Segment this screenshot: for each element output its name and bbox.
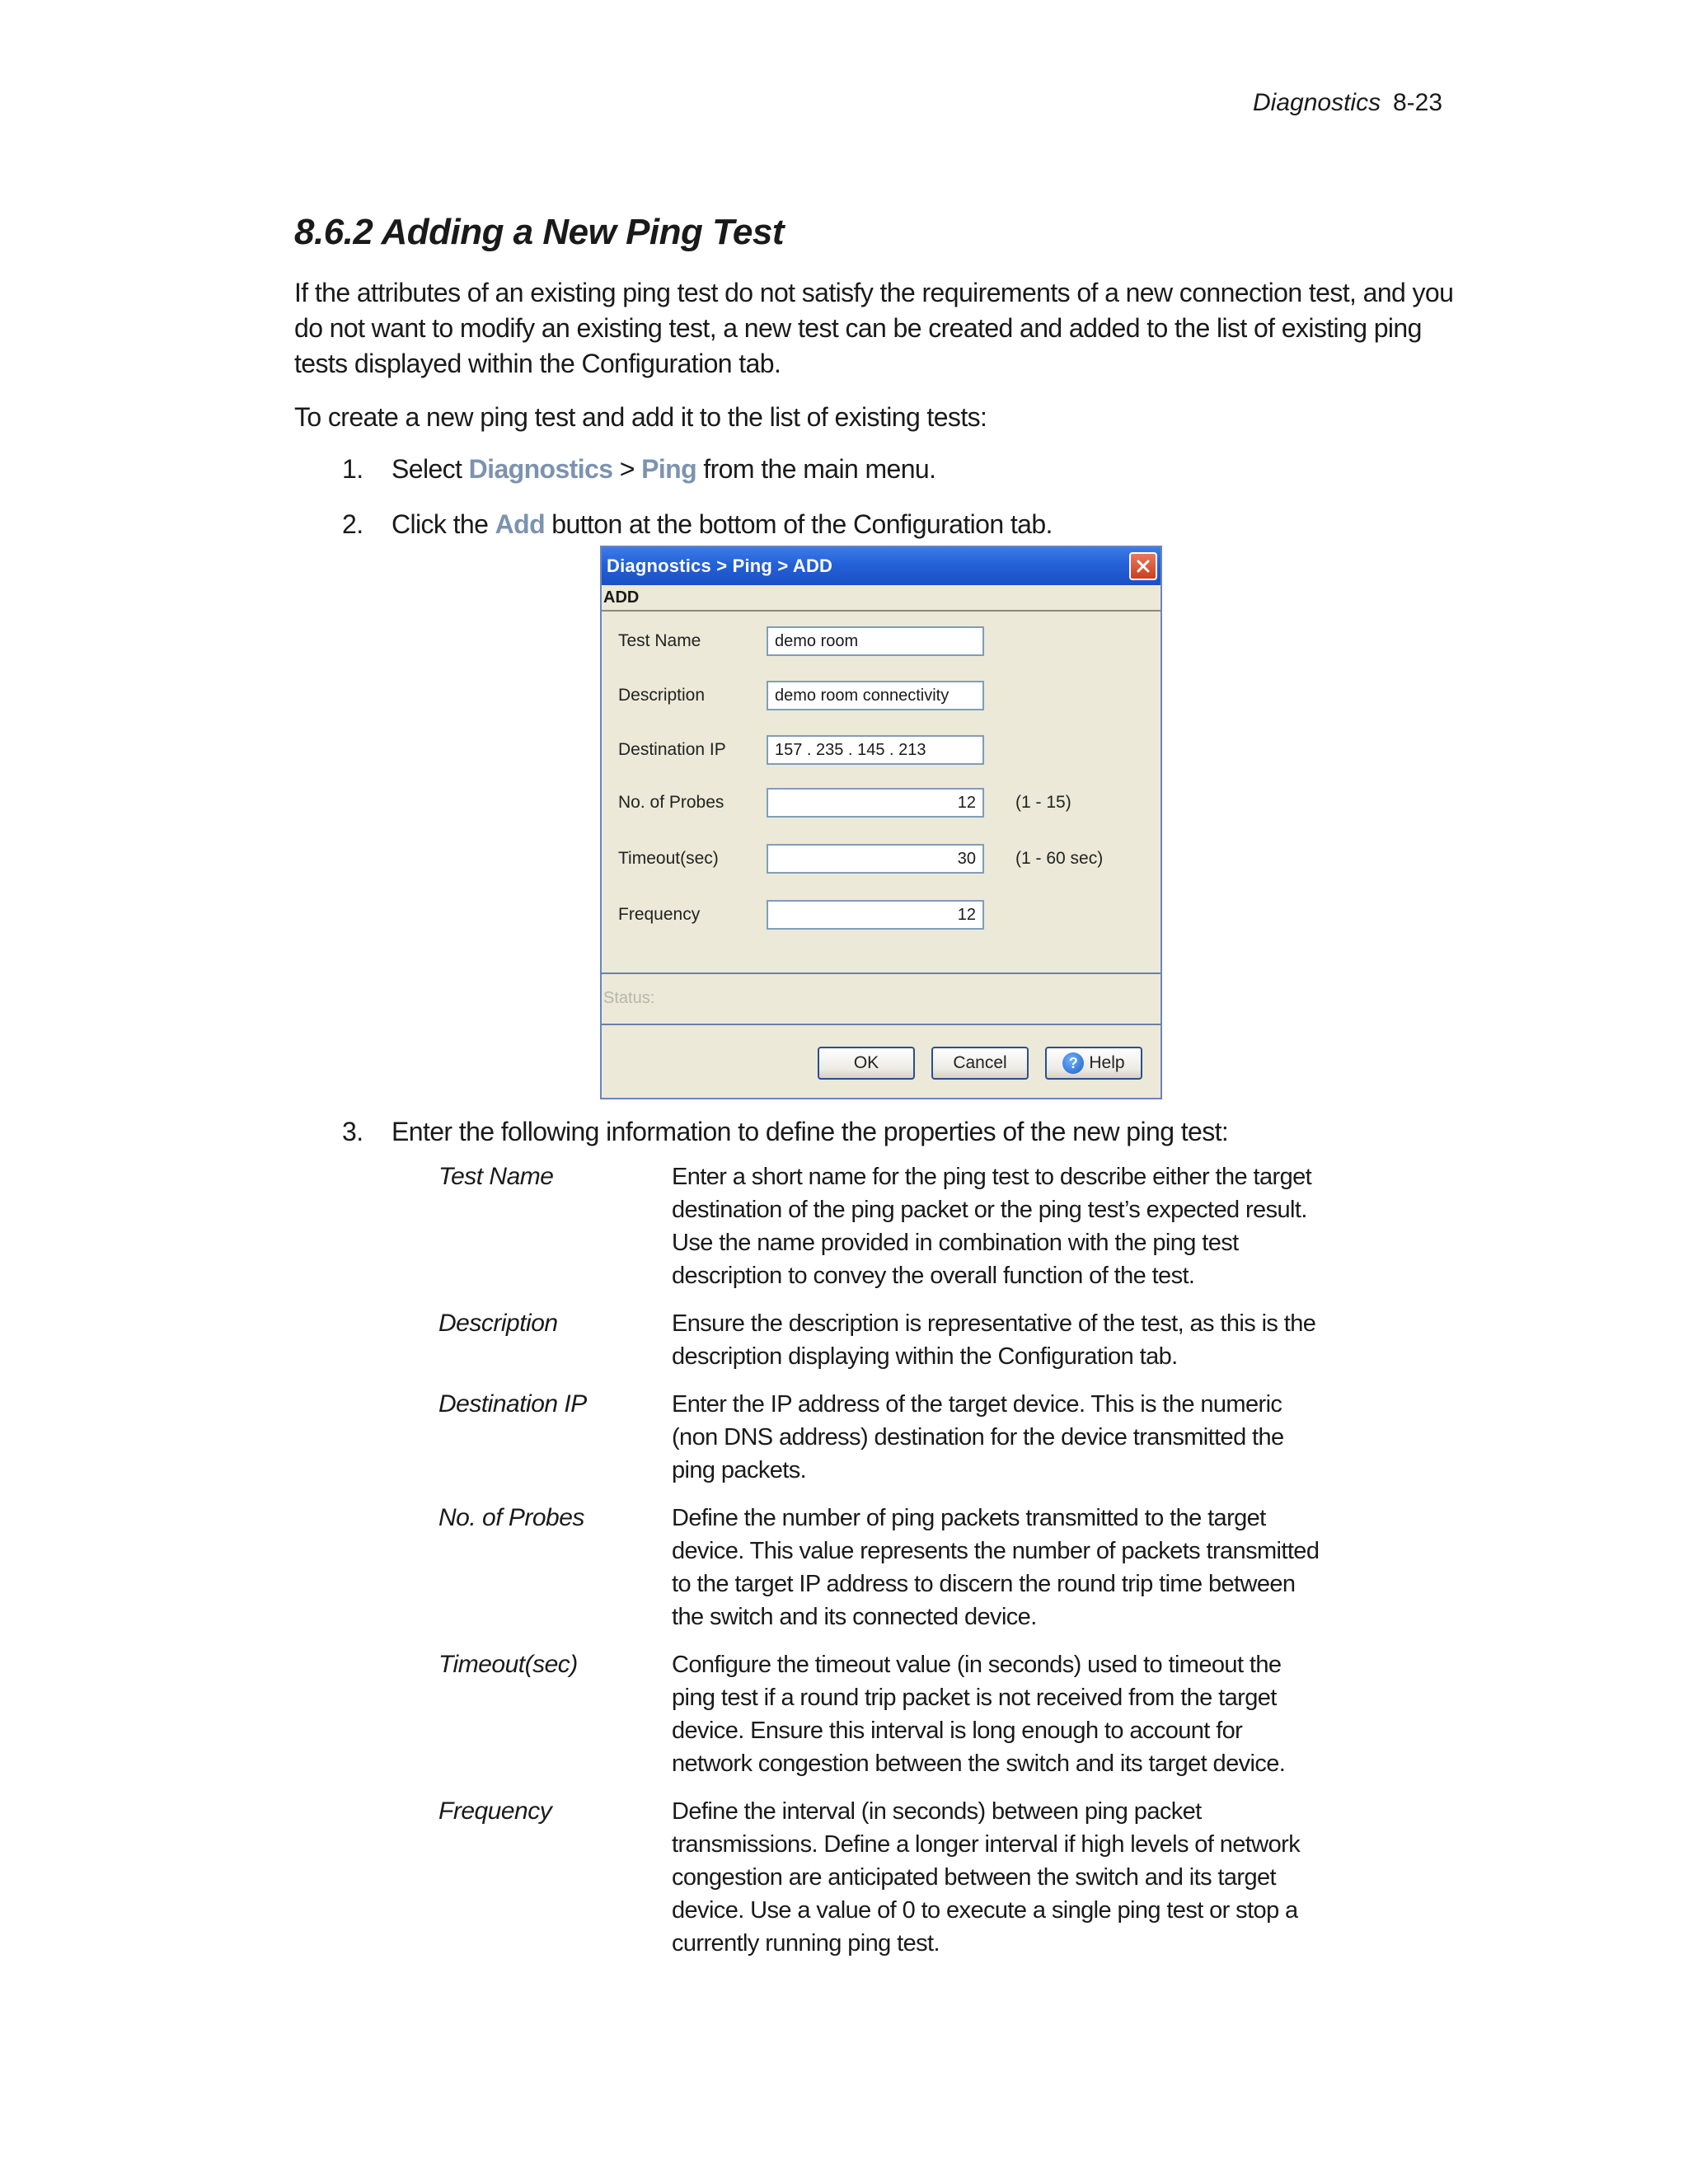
field-label: Destination IP [618, 740, 726, 759]
definition-description: Define the number of ping packets transmitted to the target device. This value represents the number of packets transmitted to the target IP address to discern the round trip time between the switch and its connected device. [672, 1505, 1320, 1630]
field-row-destination-ip [618, 735, 1146, 768]
definition-description: Enter the IP address of the target device. This is the numeric (non DNS address) destination for the device transmitted the ping packets. [672, 1391, 1284, 1483]
menu-keyword-diagnostics: Diagnostics [468, 454, 613, 484]
help-button[interactable] [1045, 1047, 1142, 1080]
page-number: 8-23 [1392, 89, 1442, 116]
main-content [294, 206, 1473, 542]
timeout-range-hint: (1 - 60 sec) [1015, 849, 1104, 868]
definition-row [438, 1795, 1337, 1960]
step-1 [294, 452, 1473, 487]
frequency-input[interactable]: 12 [767, 900, 984, 930]
running-header-section: Diagnostics [1253, 89, 1381, 116]
definition-description: Ensure the description is representative of the test, as this is the description displaying within the Configuration tab. [672, 1310, 1316, 1370]
field-row-description [618, 681, 1146, 714]
menu-keyword-ping: Ping [641, 454, 697, 484]
help-icon: ? [1062, 1052, 1084, 1074]
step-text: Enter the following information to define the properties of the new ping test: [392, 1117, 1229, 1146]
step-text: from the main menu. [696, 454, 936, 484]
field-label: Timeout(sec) [618, 849, 719, 868]
field-definitions [438, 1160, 1337, 1975]
definition-row [438, 1648, 1337, 1780]
field-row-frequency [618, 900, 1146, 933]
definition-term: Frequency [438, 1797, 552, 1825]
step-number: 3. [342, 1117, 363, 1146]
definition-row [438, 1160, 1337, 1292]
step-3 [294, 1114, 1473, 1150]
step-text: Select [392, 454, 469, 484]
intro-paragraph: If the attributes of an existing ping test do not satisfy the requirements of a new connection test, and you do not want to modify an existing test, a new test can be created and added to the list of existing ping tests displayed within the Configuration tab. [294, 278, 1454, 378]
step-2 [294, 507, 1473, 542]
description-input[interactable]: demo room connectivity [767, 681, 984, 710]
close-icon [1136, 559, 1151, 574]
definition-term: Test Name [438, 1163, 554, 1190]
definition-row [438, 1307, 1337, 1373]
field-row-probes [618, 788, 1146, 821]
step-separator: > [612, 454, 642, 484]
panel-label: ADD [602, 585, 1160, 612]
destination-ip-input[interactable]: 157 . 235 . 145 . 213 [767, 735, 984, 765]
field-label: Test Name [618, 631, 701, 650]
timeout-input[interactable]: 30 [767, 844, 984, 874]
definition-term: Destination IP [438, 1390, 587, 1418]
ok-button[interactable]: OK [818, 1047, 915, 1080]
probes-range-hint: (1 - 15) [1015, 793, 1071, 812]
field-label: No. of Probes [618, 793, 724, 812]
definition-row [438, 1388, 1337, 1487]
definition-description: Enter a short name for the ping test to describe either the target destination of the ping packet or the ping test’s expected result. Use the name provided in combination with the ping test description to convey the overall function of the test. [672, 1164, 1312, 1289]
step-text: Click the [392, 509, 495, 539]
field-row-test-name [618, 626, 1146, 659]
help-button-label: Help [1089, 1053, 1125, 1072]
running-header [1253, 89, 1442, 117]
definition-row [438, 1502, 1337, 1633]
close-button[interactable] [1129, 552, 1157, 580]
definition-term: No. of Probes [438, 1504, 584, 1531]
step-number: 1. [342, 454, 363, 484]
dialog-title: Diagnostics > Ping > ADD [607, 555, 833, 576]
status-label: Status: [603, 989, 655, 1007]
status-area [602, 972, 1160, 1025]
button-keyword-add: Add [495, 509, 546, 539]
field-label: Frequency [618, 905, 701, 924]
field-label: Description [618, 686, 706, 705]
step-number: 2. [342, 509, 363, 539]
definition-term: Timeout(sec) [438, 1651, 578, 1678]
field-row-timeout [618, 844, 1146, 877]
probes-input[interactable]: 12 [767, 788, 984, 818]
test-name-input[interactable]: demo room [767, 626, 984, 656]
ping-add-dialog [600, 546, 1162, 1099]
definition-term: Description [438, 1310, 558, 1337]
cancel-button[interactable]: Cancel [931, 1047, 1029, 1080]
dialog-titlebar [602, 547, 1160, 585]
section-title: 8.6.2 Adding a New Ping Test [294, 212, 784, 252]
definition-description: Configure the timeout value (in seconds) used to timeout the ping test if a round trip packet is not received from the target device. Ensure this interval is long enough to account for network congestion between the switch and its target device. [672, 1652, 1286, 1777]
definition-description: Define the interval (in seconds) between ping packet transmissions. Define a longer interval if high levels of network congestion are anticipated between the switch and its target device. Use a value of 0 to execute a single ping test or stop a currently running ping test. [672, 1798, 1301, 1957]
lead-paragraph: To create a new ping test and add it to the list of existing tests: [294, 402, 987, 432]
step-text: button at the bottom of the Configuration tab. [545, 509, 1053, 539]
